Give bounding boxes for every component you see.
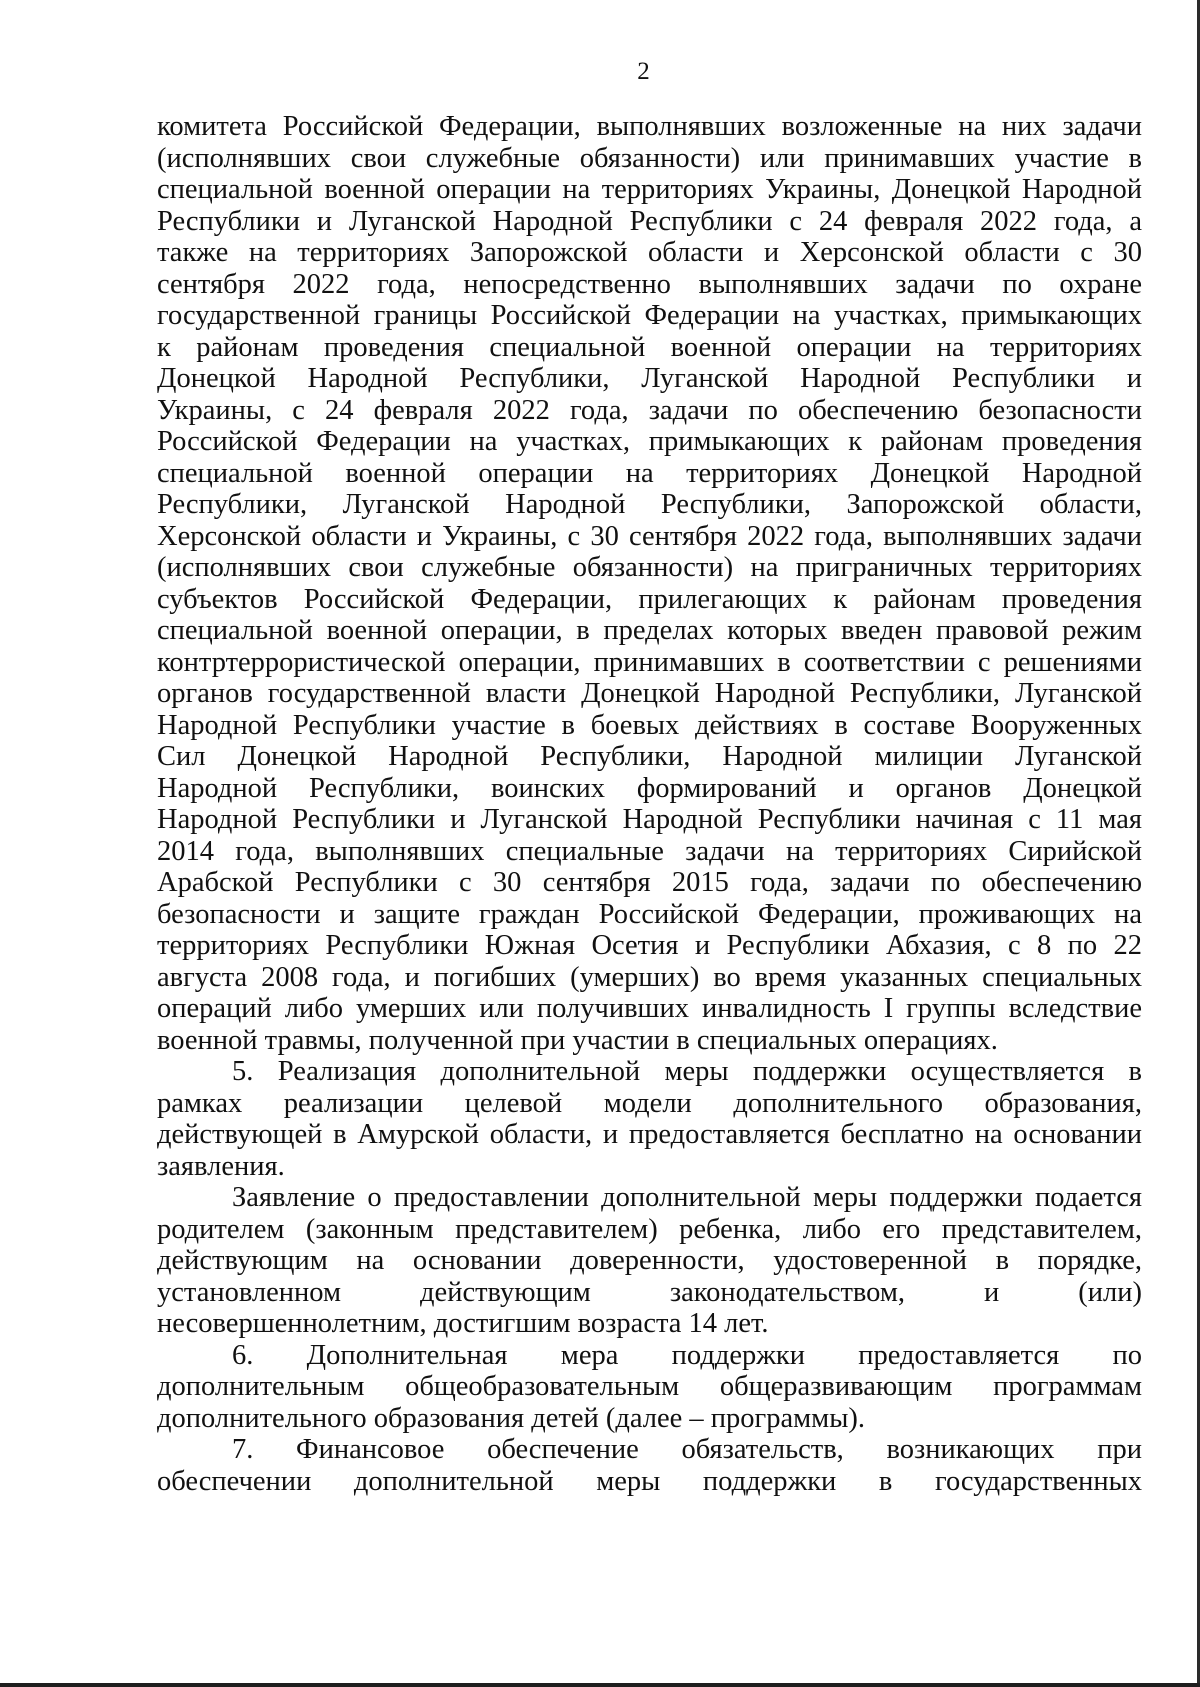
text-line: действующим на основании доверенности, удостоверенной в порядке, xyxy=(157,1245,1142,1276)
text-line: специальной военной операции, в пределах которых введен правовой режим xyxy=(157,615,1142,646)
text-line: Украины, с 24 февраля 2022 года, задачи по обеспечению безопасности xyxy=(157,394,1142,426)
text-line: также на территориях Запорожской области и Херсонской области с 30 xyxy=(157,237,1142,268)
text-line: действующей в Амурской области, и предоставляется бесплатно на основании xyxy=(157,1119,1142,1150)
text-line: операций либо умерших или получивших инвалидность I группы вследствие xyxy=(157,993,1142,1024)
scan-edge-bottom xyxy=(0,1683,1200,1687)
text-line: обеспечении дополнительной меры поддержки в государственных xyxy=(157,1465,1142,1497)
text-line: Херсонской области и Украины, с 30 сентября 2022 года, выполнявших задачи xyxy=(157,520,1142,552)
text-line: к районам проведения специальной военной операции на территориях xyxy=(157,331,1142,363)
text-line: 7. Финансовое обеспечение обязательств, возникающих при xyxy=(232,1434,1142,1465)
text-line: контртеррористической операции, принимавших в соответствии с решениями xyxy=(157,646,1142,678)
text-line: специальной военной операции на территориях Украины, Донецкой Народной xyxy=(157,174,1142,205)
text-line: Народной Республики, воинских формирований и органов Донецкой xyxy=(157,772,1142,804)
text-line: дополнительного образования детей (далее – программы). xyxy=(157,1402,865,1434)
text-line: 5. Реализация дополнительной меры поддержки осуществляется в xyxy=(232,1056,1142,1087)
text-line: сентября 2022 года, непосредственно выполнявших задачи по охране xyxy=(157,268,1142,300)
text-line: рамках реализации целевой модели дополнительного образования, xyxy=(157,1087,1142,1119)
text-line: Республики и Луганской Народной Республики с 24 февраля 2022 года, а xyxy=(157,205,1142,237)
text-line: дополнительным общеобразовательным общеразвивающим программам xyxy=(157,1371,1142,1402)
text-line: комитета Российской Федерации, выполнявших возложенные на них задачи xyxy=(157,111,1142,142)
text-line: Арабской Республики с 30 сентября 2015 года, задачи по обеспечению xyxy=(157,867,1142,898)
body-text xyxy=(157,111,1142,1497)
text-line: субъектов Российской Федерации, прилегающих к районам проведения xyxy=(157,583,1142,615)
text-line: Народной Республики и Луганской Народной Республики начиная с 11 мая xyxy=(157,804,1142,835)
text-line: 6. Дополнительная мера поддержки предоставляется по xyxy=(232,1339,1142,1371)
text-line: органов государственной власти Донецкой Народной Республики, Луганской xyxy=(157,678,1142,709)
text-line: специальной военной операции на территориях Донецкой Народной xyxy=(157,457,1142,489)
text-line: несовершеннолетним, достигшим возраста 14 лет. xyxy=(157,1308,769,1339)
text-line: августа 2008 года, и погибших (умерших) во время указанных специальных xyxy=(157,961,1142,993)
text-line: Сил Донецкой Народной Республики, Народной милиции Луганской xyxy=(157,741,1142,772)
text-line: родителем (законным представителем) ребенка, либо его представителем, xyxy=(157,1213,1142,1245)
text-line: Донецкой Народной Республики, Луганской Народной Республики и xyxy=(157,363,1142,394)
text-line: установленном действующим законодательством, и (или) xyxy=(157,1276,1142,1308)
text-line: (исполнявших свои служебные обязанности) на приграничных территориях xyxy=(157,552,1142,583)
text-line: государственной границы Российской Федерации на участках, примыкающих xyxy=(157,300,1142,331)
text-line: безопасности и защите граждан Российской Федерации, проживающих на xyxy=(157,898,1142,930)
text-line: (исполнявших свои служебные обязанности) или принимавших участие в xyxy=(157,142,1142,174)
text-line: Российской Федерации на участках, примыкающих к районам проведения xyxy=(157,426,1142,457)
text-line: заявления. xyxy=(157,1150,285,1182)
page-number: 2 xyxy=(637,58,650,85)
text-line: 2014 года, выполнявших специальные задачи на территориях Сирийской xyxy=(157,835,1142,867)
text-line: военной травмы, полученной при участии в специальных операциях. xyxy=(157,1024,998,1056)
text-line: Заявление о предоставлении дополнительной меры поддержки подается xyxy=(232,1182,1142,1213)
text-line: Республики, Луганской Народной Республики, Запорожской области, xyxy=(157,489,1142,520)
text-line: Народной Республики участие в боевых действиях в составе Вооруженных xyxy=(157,709,1142,741)
text-line: территориях Республики Южная Осетия и Республики Абхазия, с 8 по 22 xyxy=(157,930,1142,961)
